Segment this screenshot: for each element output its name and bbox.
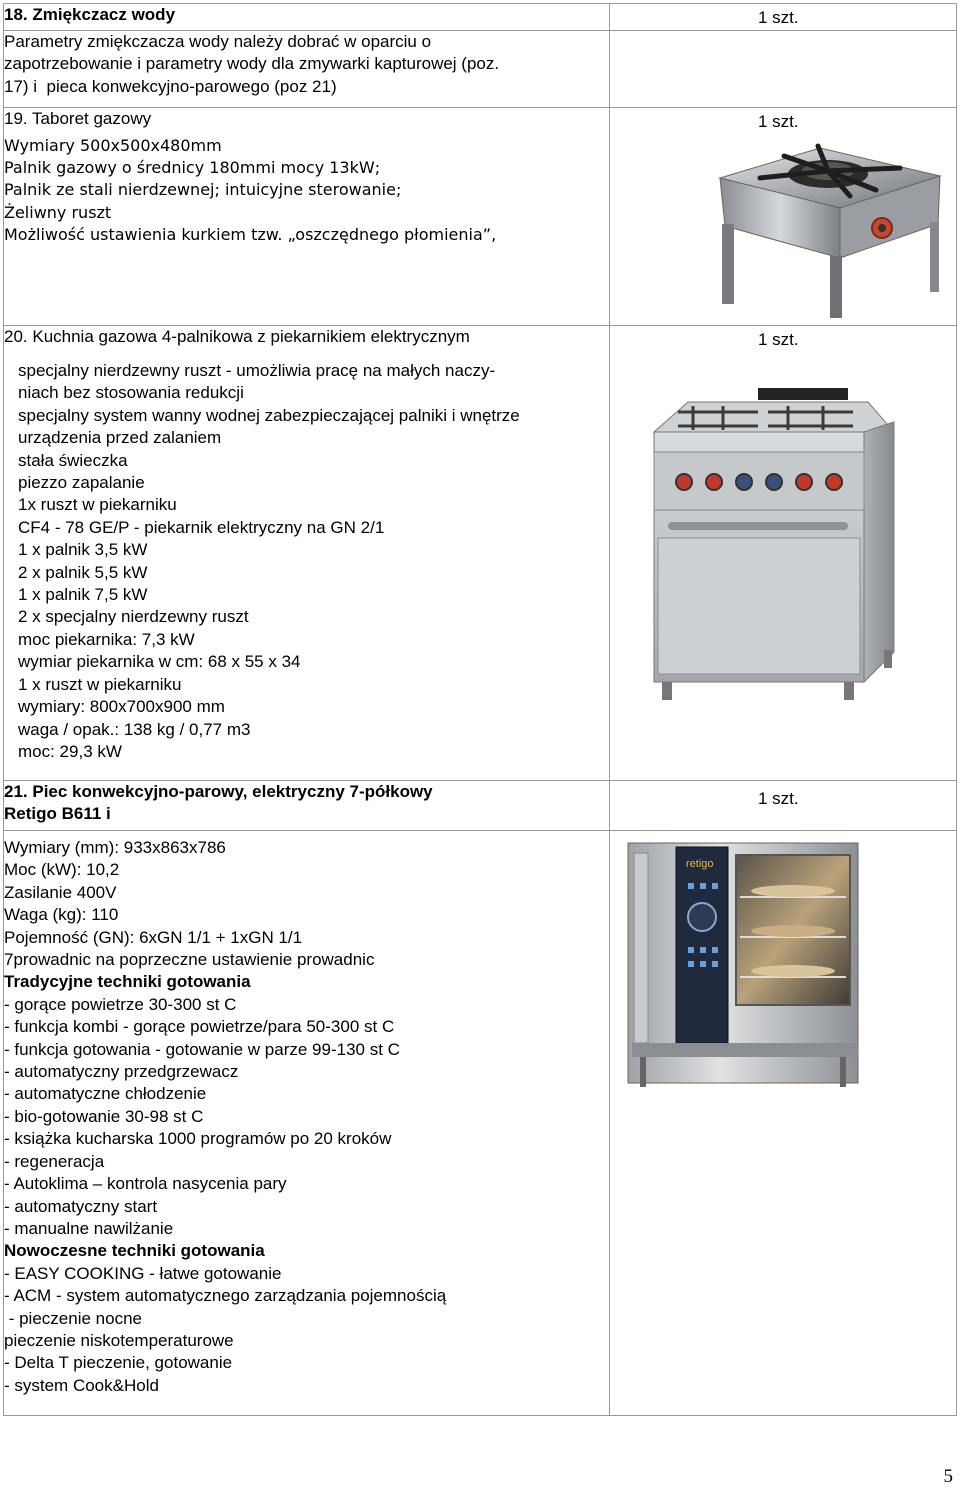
item-18-image-cell xyxy=(610,31,957,108)
item-19-line: Wymiary 500x500x480mm xyxy=(4,135,222,155)
item-21-line: Zasilanie 400V xyxy=(4,882,117,902)
item-19-title: 19. Taboret gazowy xyxy=(4,109,152,128)
item-21-qty: 1 szt. xyxy=(758,789,799,808)
item-18-line: zapotrzebowanie i parametry wody dla zmywarki kapturowej (poz. xyxy=(4,54,500,74)
item-21-line: - system Cook&Hold xyxy=(4,1375,159,1395)
item-19-line: Żeliwny ruszt xyxy=(4,202,112,222)
item-21-line: - bio-gotowanie 30-98 st C xyxy=(4,1106,204,1126)
item-20-line: moc piekarnika: 7,3 kW xyxy=(18,629,195,649)
item-20-line: wymiar piekarnika w cm: 68 x 55 x 34 xyxy=(18,652,301,672)
spec-table xyxy=(3,3,957,1416)
item-21-line: Moc (kW): 10,2 xyxy=(4,860,120,880)
item-20-qty: 1 szt. xyxy=(758,329,799,349)
item-21-title: 21. Piec konwekcyjno-parowy, elektryczny 7-półkowy xyxy=(4,782,433,801)
item-20-line: wymiary: 800x700x900 mm xyxy=(18,697,225,717)
item-21-subtitle: Retigo B611 i xyxy=(4,804,111,823)
item-21-line: 7prowadnic na poprzeczne ustawienie prowadnic xyxy=(4,950,375,970)
combi-oven-icon xyxy=(618,837,868,1092)
item-21-line: - EASY COOKING - łatwe gotowanie xyxy=(4,1263,282,1283)
item-21-line: - Delta T pieczenie, gotowanie xyxy=(4,1353,233,1373)
item-19-qty: 1 szt. xyxy=(758,112,799,131)
item-18-line: 17) i pieca konwekcyjno-parowego (poz 21) xyxy=(4,76,337,96)
item-19-image-cell xyxy=(610,135,957,326)
item-20-line: 1 x ruszt w piekarniku xyxy=(18,674,182,694)
item-20-title: 20. Kuchnia gazowa 4-palnikowa z piekarnikiem elektrycznym xyxy=(4,326,470,346)
item-20-qty-cell xyxy=(610,325,957,352)
item-21-line: - gorące powietrze 30-300 st C xyxy=(4,994,237,1014)
item-20-line: niach bez stosowania redukcji xyxy=(18,383,244,403)
item-21-description xyxy=(4,831,610,1416)
item-20-line: 1 x palnik 7,5 kW xyxy=(18,585,148,605)
item-21-line: - funkcja kombi - gorące powietrze/para 50-300 st C xyxy=(4,1017,395,1037)
item-18-qty-cell xyxy=(610,4,957,31)
item-20-line: specjalny system wanny wodnej zabezpieczającej palniki i wnętrze xyxy=(18,405,520,425)
item-19-line: Palnik gazowy o średnicy 180mmi mocy 13kW; xyxy=(4,157,381,177)
item-21-line: - funkcja gotowania - gotowanie w parze 99-130 st C xyxy=(4,1039,400,1059)
item-21-line: - ACM - system automatycznego zarządzania pojemnością xyxy=(4,1286,447,1306)
item-20-line: moc: 29,3 kW xyxy=(18,741,122,761)
item-20-title-cell xyxy=(4,325,610,352)
item-19-description xyxy=(4,135,610,326)
item-21-image-cell xyxy=(610,831,957,1416)
item-21-line: - automatyczne chłodzenie xyxy=(4,1084,207,1104)
item-21-line: - książka kucharska 1000 programów po 20 kroków xyxy=(4,1129,392,1149)
item-18-title-cell xyxy=(4,4,610,31)
item-21-line: - regeneracja xyxy=(4,1151,105,1171)
item-21-qty-cell xyxy=(610,781,957,831)
item-20-line: urządzenia przed zalaniem xyxy=(18,428,222,448)
oven-brand-logo: retigo xyxy=(686,858,714,870)
item-20-line: 2 x specjalny nierdzewny ruszt xyxy=(18,607,249,627)
item-21-section-heading: Tradycyjne techniki gotowania xyxy=(4,972,251,992)
item-19-qty-cell xyxy=(610,108,957,135)
item-21-line: pieczenie niskotemperaturowe xyxy=(4,1330,234,1350)
item-21-line: Waga (kg): 110 xyxy=(4,905,119,925)
item-19-line: Możliwość ustawienia kurkiem tzw. „oszczędnego płomienia”, xyxy=(4,225,497,245)
item-21-line: - pieczenie nocne xyxy=(4,1308,142,1328)
page-number: 5 xyxy=(943,1466,953,1487)
gas-range-oven-icon xyxy=(648,382,898,702)
item-20-line: 2 x palnik 5,5 kW xyxy=(18,562,148,582)
item-19-title-cell xyxy=(4,108,610,135)
item-20-line: waga / opak.: 138 kg / 0,77 m3 xyxy=(18,719,251,739)
item-20-line: piezzo zapalanie xyxy=(18,473,145,493)
item-18-line: Parametry zmiękczacza wody należy dobrać w oparciu o xyxy=(4,32,432,51)
item-21-line: - Autoklima – kontrola nasycenia pary xyxy=(4,1174,287,1194)
gas-stool-icon xyxy=(700,138,960,318)
item-21-line: Wymiary (mm): 933x863x786 xyxy=(4,838,226,857)
item-20-line: stała świeczka xyxy=(18,450,128,470)
item-18-title: 18. Zmiękczacz wody xyxy=(4,5,176,24)
item-21-line: - manualne nawilżanie xyxy=(4,1218,174,1238)
item-19-line: Palnik ze stali nierdzewnej; intuicyjne sterowanie; xyxy=(4,180,402,200)
item-20-image-cell xyxy=(610,352,957,781)
item-20-line: 1x ruszt w piekarniku xyxy=(18,495,177,515)
item-20-description xyxy=(4,352,610,781)
item-18-qty: 1 szt. xyxy=(758,8,799,27)
item-20-line: 1 x palnik 3,5 kW xyxy=(18,540,148,560)
item-21-title-cell xyxy=(4,781,610,831)
item-20-line: CF4 - 78 GE/P - piekarnik elektryczny na GN 2/1 xyxy=(18,517,385,537)
item-21-line: Pojemność (GN): 6xGN 1/1 + 1xGN 1/1 xyxy=(4,927,303,947)
item-21-section-heading: Nowoczesne techniki gotowania xyxy=(4,1241,265,1261)
item-18-description xyxy=(4,31,610,108)
item-20-line: specjalny nierdzewny ruszt - umożliwia pracę na małych naczy- xyxy=(18,361,496,380)
item-21-line: - automatyczny start xyxy=(4,1196,158,1216)
item-21-line: - automatyczny przedgrzewacz xyxy=(4,1062,239,1082)
